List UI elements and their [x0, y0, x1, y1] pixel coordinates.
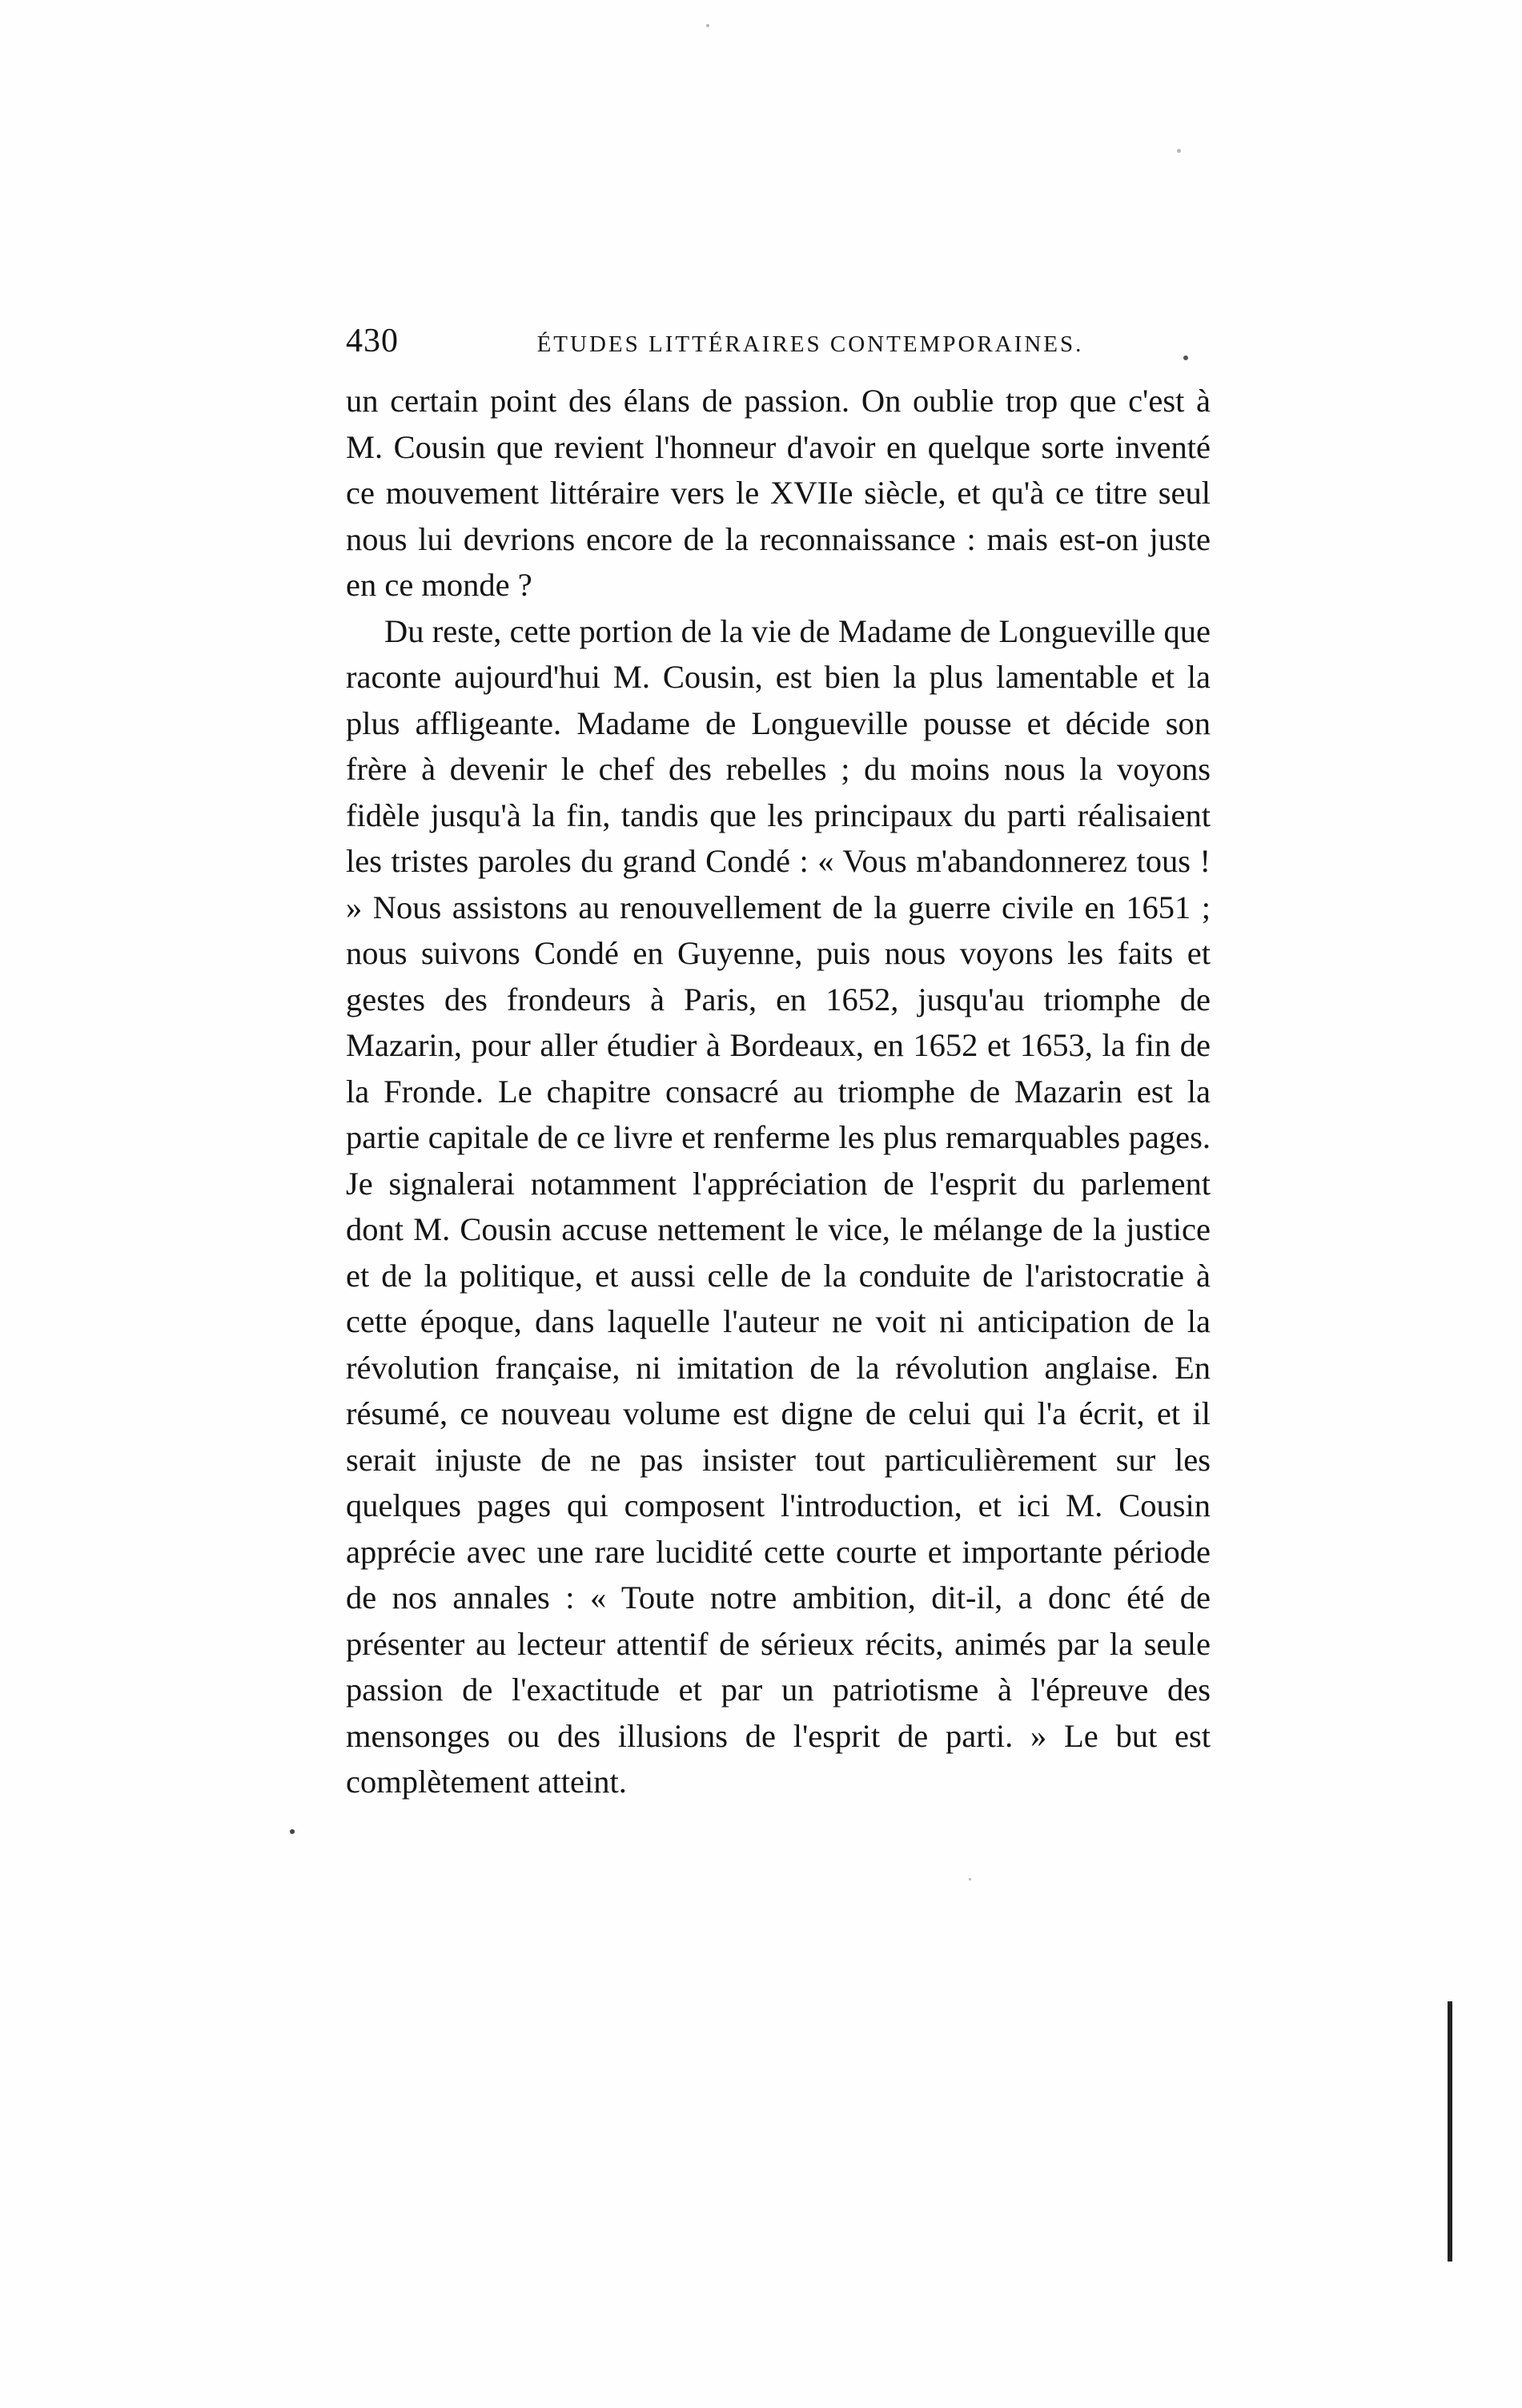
- text-block: [346, 322, 1211, 1805]
- paper-speck: [969, 1878, 971, 1880]
- paragraph: Du reste, cette portion de la vie de Madame de Longueville que raconte aujourd'hui M. Cousin, est bien la plus lamentable et la plus affligeante. Madame de Longueville pousse et décide son frère à devenir le chef des rebelles ; du moins nous la voyons fidèle jusqu'à la fin, tandis que les principaux du parti réalisaient les tristes paroles du grand Condé : « Vous m'abandonnerez tous ! » Nous assistons au renouvellement de la guerre civile en 1651 ; nous suivons Condé en Guyenne, puis nous voyons les faits et gestes des frondeurs à Paris, en 1652, jusqu'au triomphe de Mazarin, pour aller étudier à Bordeaux, en 1652 et 1653, la fin de la Fronde. Le chapitre consacré au triomphe de Mazarin est la partie capitale de ce livre et renferme les plus remarquables pages. Je signalerai notamment l'appréciation de l'esprit du parlement dont M. Cousin accuse nettement le vice, le mélange de la justice et de la politique, et aussi celle de la conduite de l'aristocratie à cette époque, dans laquelle l'auteur ne voit ni anticipation de la révolution française, ni imitation de la révolution anglaise. En résumé, ce nouveau volume est digne de celui qui l'a écrit, et il serait injuste de ne pas insister tout particulièrement sur les quelques pages qui composent l'introduction, et ici M. Cousin apprécie avec une rare lucidité cette courte et importante période de nos annales : « Toute notre ambition, dit-il, a donc été de présenter au lecteur attentif de sérieux récits, animés par la seule passion de l'exactitude et par un patriotisme à l'épreuve des mensonges ou des illusions de l'esprit de parti. » Le but est complètement atteint.: [346, 612, 1211, 1800]
- paper-speck: [706, 24, 709, 27]
- ink-dot: [290, 1829, 295, 1834]
- scan-margin-line: [1448, 2001, 1452, 2262]
- page-number: 430: [346, 323, 399, 359]
- running-header: [346, 322, 1211, 370]
- paper-speck: [1177, 149, 1181, 153]
- paragraph-continued: un certain point des élans de passion. On oublie trop que c'est à M. Cousin que revient l'honneur d'avoir en quelque sorte inventé ce mouvement littéraire vers le XVIIe siècle, et qu'à ce titre seul nous lui devrions encore de la reconnaissance : mais est-on juste en ce monde ?: [346, 383, 1211, 603]
- running-title: ÉTUDES LITTÉRAIRES CONTEMPORAINES.: [536, 331, 1084, 357]
